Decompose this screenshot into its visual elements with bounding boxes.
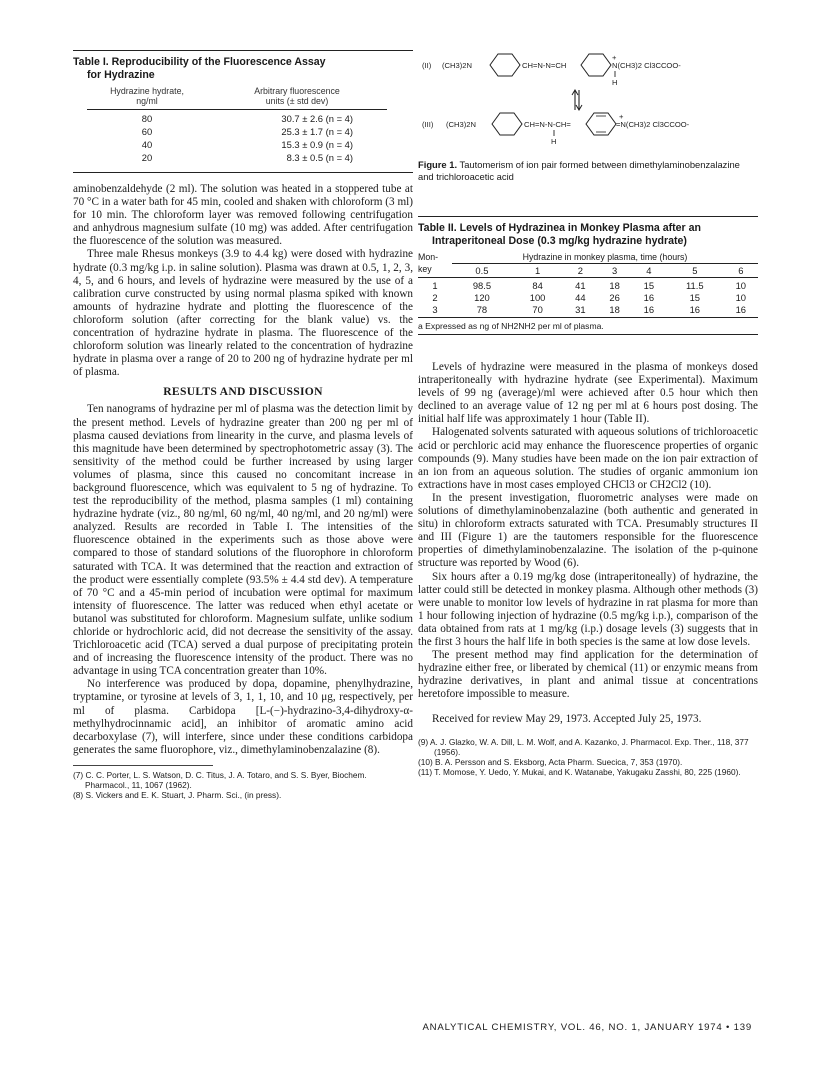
table2-cell: 10 [735,279,747,291]
table1-col1-header-line1: Hydrazine hydrate, [110,86,184,96]
structure-III-chain: CH=N-N-CH= [524,120,571,129]
table-row [87,138,387,151]
reference-10: (10) B. A. Persson and S. Eksborg, Acta Pharm. Suecica, 7, 353 (1970). [418,756,683,767]
table1-value: 30.7 ± 2.6 (n = 4) [281,113,353,124]
structure-III-plus: + [619,112,624,121]
table-row [87,112,387,125]
table2-cell: 16 [735,303,747,315]
table2-cell: 31 [575,303,586,315]
received-note: Received for review May 29, 1973. Accepted July 25, 1973. [432,713,702,726]
references-rule [73,765,213,766]
structure-III-dimethylamino: (CH3)2N [446,120,476,129]
benzene-ring-icon [492,113,522,135]
table2-group-header-row [418,251,758,264]
table-row [418,303,758,315]
table-row [418,291,758,303]
table2-time-header: 1 [512,264,563,277]
section-heading: RESULTS AND DISCUSSION [163,385,323,399]
table1-col1-header [87,85,207,107]
table2-monkey: 3 [432,303,438,315]
structure-III-label: (III) [422,120,434,129]
table2-cell: 78 [476,303,488,315]
structure-II-ammonium: N(CH3)2 Cl3CCOO- [612,61,681,70]
table2-title [418,217,758,251]
figure-1-caption-label: Figure 1. [418,159,458,170]
table2-cell: 18 [609,303,620,315]
table2-footnote: a Expressed as ng of NH2NH2 per ml of plasma. [418,321,604,331]
right-paragraph-2: Halogenated solvents saturated with aqueous solutions of trichloroacetic acid or perchloric acid may enhance the fluorescence properties of organic compounds (9). Many studies have been made on the ion pair extraction of an ion from an aqueous solution. The studies of organic ammonium ion extractions have in most cases employed CHCl3 or CH2Cl2 (10). [418,426,758,491]
table-row [87,151,387,164]
table1-conc: 60 [141,126,153,137]
table2-cell: 120 [474,291,490,303]
table2-cell: 16 [643,291,655,303]
figure-1 [418,50,758,182]
reference-9: (9) A. J. Glazko, W. A. Dill, L. M. Wolf, and A. Kazanko, J. Pharmacol. Exp. Ther., 118, 377 (1956). [418,736,749,757]
table1-value: 8.3 ± 0.5 (n = 4) [286,152,353,163]
table1-value: 15.3 ± 0.9 (n = 4) [281,139,353,150]
table2-group-header: Hydrazine in monkey plasma, time (hours) [522,251,688,262]
table1-conc: 80 [141,113,153,124]
table2-title-line2: Intraperitoneal Dose (0.3 mg/kg hydrazine hydrate) [432,235,687,247]
right-paragraph-1: Levels of hydrazine were measured in the plasma of monkeys dosed intraperitoneally with hydrazine hydrate (see Experimental). Maximum levels of 99 ng (average)/ml were achieved after 0.5 hour which then declined to an average value of 12 ng per ml at 6 hours post dosing. The initial half life was approximately 1 hour (Table II). [418,361,758,426]
table1 [87,85,387,164]
table2-cell: 26 [609,291,620,303]
table1-header-row [87,85,387,107]
table2-title-line1: Table II. Levels of Hydrazinea in Monkey Plasma after an [418,222,701,234]
structure-III-h: H [551,137,557,146]
table2-monkey: 1 [432,279,438,291]
table2-cell: 16 [643,303,655,315]
right-paragraph-4: Six hours after a 0.19 mg/kg dose (intraperitoneally) of hydrazine, the latter could still be detected in monkey plasma. Although other methods (3) were unable to monitor low levels of hydrazine in rat plasma for more than 1 hour following injection of hydrazine (0.5 mg/kg i.p.), comparison of the data obtained from rats at 1 mg/kg (i.p.) dosage levels (3) suggests that in the first 3 hours the half life in both species is the same at low dose levels. [418,570,758,648]
table2-cell: 41 [575,279,586,291]
left-references [73,770,413,800]
table2-time-header: 5 [666,264,724,277]
figure-1-caption-text: Tautomerism of ion pair formed between dimethylaminobenzalazine and trichloroacetic acid [418,159,740,182]
table2-cell: 44 [575,291,586,303]
table2-cell: 98.5 [472,279,492,291]
right-paragraph-5: The present method may find application for the determination of hydrazine either free, or liberated by chemical (11) or enzymic means from hydrazine derivatives, in plant and animal tissue at concentrations heretofore impossible to measure. [418,649,758,701]
structure-II-dimethylamino: (CH3)2N [442,61,472,70]
reference-11: (11) T. Momose, Y. Uedo, Y. Mukai, and K. Watanabe, Yakugaku Zasshi, 80, 225 (1960). [418,766,741,777]
table1-value: 25.3 ± 1.7 (n = 4) [281,126,353,137]
table1-title-line1: Table I. Reproducibility of the Fluorescence Assay [73,56,326,68]
left-paragraph-2: Three male Rhesus monkeys (3.9 to 4.4 kg) were dosed with hydrazine hydrate (0.3 mg/kg i.p. in saline solution). Plasma was drawn at 0.5, 1, 2, 3, 4, 5, and 6 hours, and levels of hydrazine were measured by the use of a calibration curve constructed by using normal plasma spiked with known amounts of hydrazine hydrate and plotting the fluorescence of the chloroform solution (after correcting for the blank value) vs. the concentration of hydrazine hydrate in plasma. The fluorescence of the chloroform solution was linearly related to the concentration of hydrazine hydrate in plasma over a range of 20 to 200 ng of hydrazine hydrate per ml of plasma. [73,248,413,379]
table2-cell: 11.5 [686,279,704,291]
structure-II-h: H [612,78,618,87]
structure-II-plus: + [612,53,617,62]
table1-col2-header [207,85,387,107]
table2-cell: 15 [643,279,655,291]
table2-time-header-row [418,264,758,277]
table2-cell: 10 [735,291,747,303]
table-row [418,279,758,291]
table2-cell: 18 [609,279,620,291]
right-references [418,737,758,777]
left-column [73,50,413,800]
figure-1-caption [418,159,758,182]
table2-cell: 84 [532,279,543,291]
structure-II-chain: CH=N-N=CH [522,61,567,70]
table2-row-header-line2: key [418,264,432,275]
table2-time-header: 2 [563,264,597,277]
table2-cell: 15 [689,291,701,303]
table2-monkey: 2 [432,291,438,303]
right-column [418,50,758,777]
benzene-ring-icon [581,54,611,76]
table1-title-line2: for Hydrazine [87,69,155,81]
reference-7: (7) C. C. Porter, L. S. Watson, D. C. Titus, J. A. Totaro, and S. S. Byer, Biochem. Pharmacol., 11, 1067 (1962). [73,769,367,790]
left-paragraph-4: No interference was produced by dopa, dopamine, phenylhydrazine, tryptamine, or tyrosine at levels of 3, 1, 1, 10, and 10 μg, respectively, per ml of plasma. Carbidopa [L-(−)-hydrazino-3,4-dihydroxy-α-methylhydrocinnamic acid], an inhibitor of aromatic amino acid decarboxylase (7), will interfere, since under these conditions carbidopa generates the same fluorophore, viz., dimethylaminobenzalazine (8). [73,678,413,756]
benzene-ring-icon [490,54,520,76]
table1-conc: 40 [141,139,153,150]
page-footer: ANALYTICAL CHEMISTRY, VOL. 46, NO. 1, JANUARY 1974 • 139 [422,1022,752,1033]
structure-III-ammonium: =N(CH3)2 Cl3CCOO- [616,120,690,129]
table2-time-header: 0.5 [452,264,512,277]
structure-II-label: (II) [422,61,432,70]
table1-conc: 20 [141,152,153,163]
right-paragraph-3: In the present investigation, fluorometric analyses were made on solutions of dimethylaminobenzalazine (both authentic and generated in situ) in chloroform extracts saturated with TCA. Presumably structures II and III (Figure 1) are the tautomers responsible for the fluorescence properties of dimethylaminobenzalazine. The isolation of the p-quinone structure was reported by Wood (6). [418,491,758,570]
table1-col1-header-line2: ng/ml [136,96,158,106]
table1-title [73,51,413,85]
tautomer-structures [418,50,758,150]
reference-8: (8) S. Vickers and E. K. Stuart, J. Pharm. Sci., (in press). [73,789,282,800]
left-paragraph-1: aminobenzaldehyde (2 ml). The solution was heated in a stoppered tube at 70 °C in a water bath for 45 min, cooled and shaken with chloroform (3 ml) for 10 min. The chloroform layer was removed following centrifugation and anhydrous magnesium sulfate (10 mg) was added. After centrifugation the fluorescence of the solution was measured. [73,183,413,248]
table2-cell: 100 [529,291,546,303]
table2 [418,251,758,315]
table2-time-header: 3 [598,264,632,277]
table2-cell: 16 [689,303,701,315]
table2-time-header: 6 [724,264,758,277]
table2-time-header: 4 [632,264,666,277]
table2-cell: 70 [532,303,543,315]
table-row [87,125,387,138]
table1-col2-header-line1: Arbitrary fluorescence [254,86,340,96]
left-paragraph-3: Ten nanograms of hydrazine per ml of plasma was the detection limit by the present method. Levels of hydrazine greater than 200 ng per ml of plasma caused deviations from linearity in the curve, and plasma levels of this magnitude have been determined by spectrophotometric assay (3). The sensitivity of the method could be further increased by using larger volumes of plasma, since this caused no concomitant increase in background fluorescence, which was equivalent to 5 ng of hydrazine. To test the reproducibility of the method, plasma samples (1 ml) containing hydrazine hydrate (viz., 80 ng/ml, 60 ng/ml, 40 ng/ml, and 20 ng/ml) were analyzed. Results are recorded in Table I. The intensities of the fluorescence obtained in the experiments such as those above were compared to those of standard solutions of the fluorophore in chloroform saturated with TCA. It was determined that the reaction and extraction of the product were essentially complete (93.5% ± 4.4 std dev). A temperature of 70 °C and a 45-min period of incubation were optimal for maximum intensity of fluorescence. The latter was reduced when ethyl acetate or butanol was substituted for chloroform. Magnesium sulfate, unlike sodium chloride or hydrochloric acid, did not decrease the sensitivity of the assay. Trichloroacetic acid (TCA) served a dual purpose of precipitating protein and of increasing the fluorescence intensity of the product. There was no advantage in using TCA concentration greater than 10%. [73,403,413,678]
table2-row-header-line1: Mon- [418,251,439,262]
table1-col2-header-line2: units (± std dev) [265,96,329,106]
